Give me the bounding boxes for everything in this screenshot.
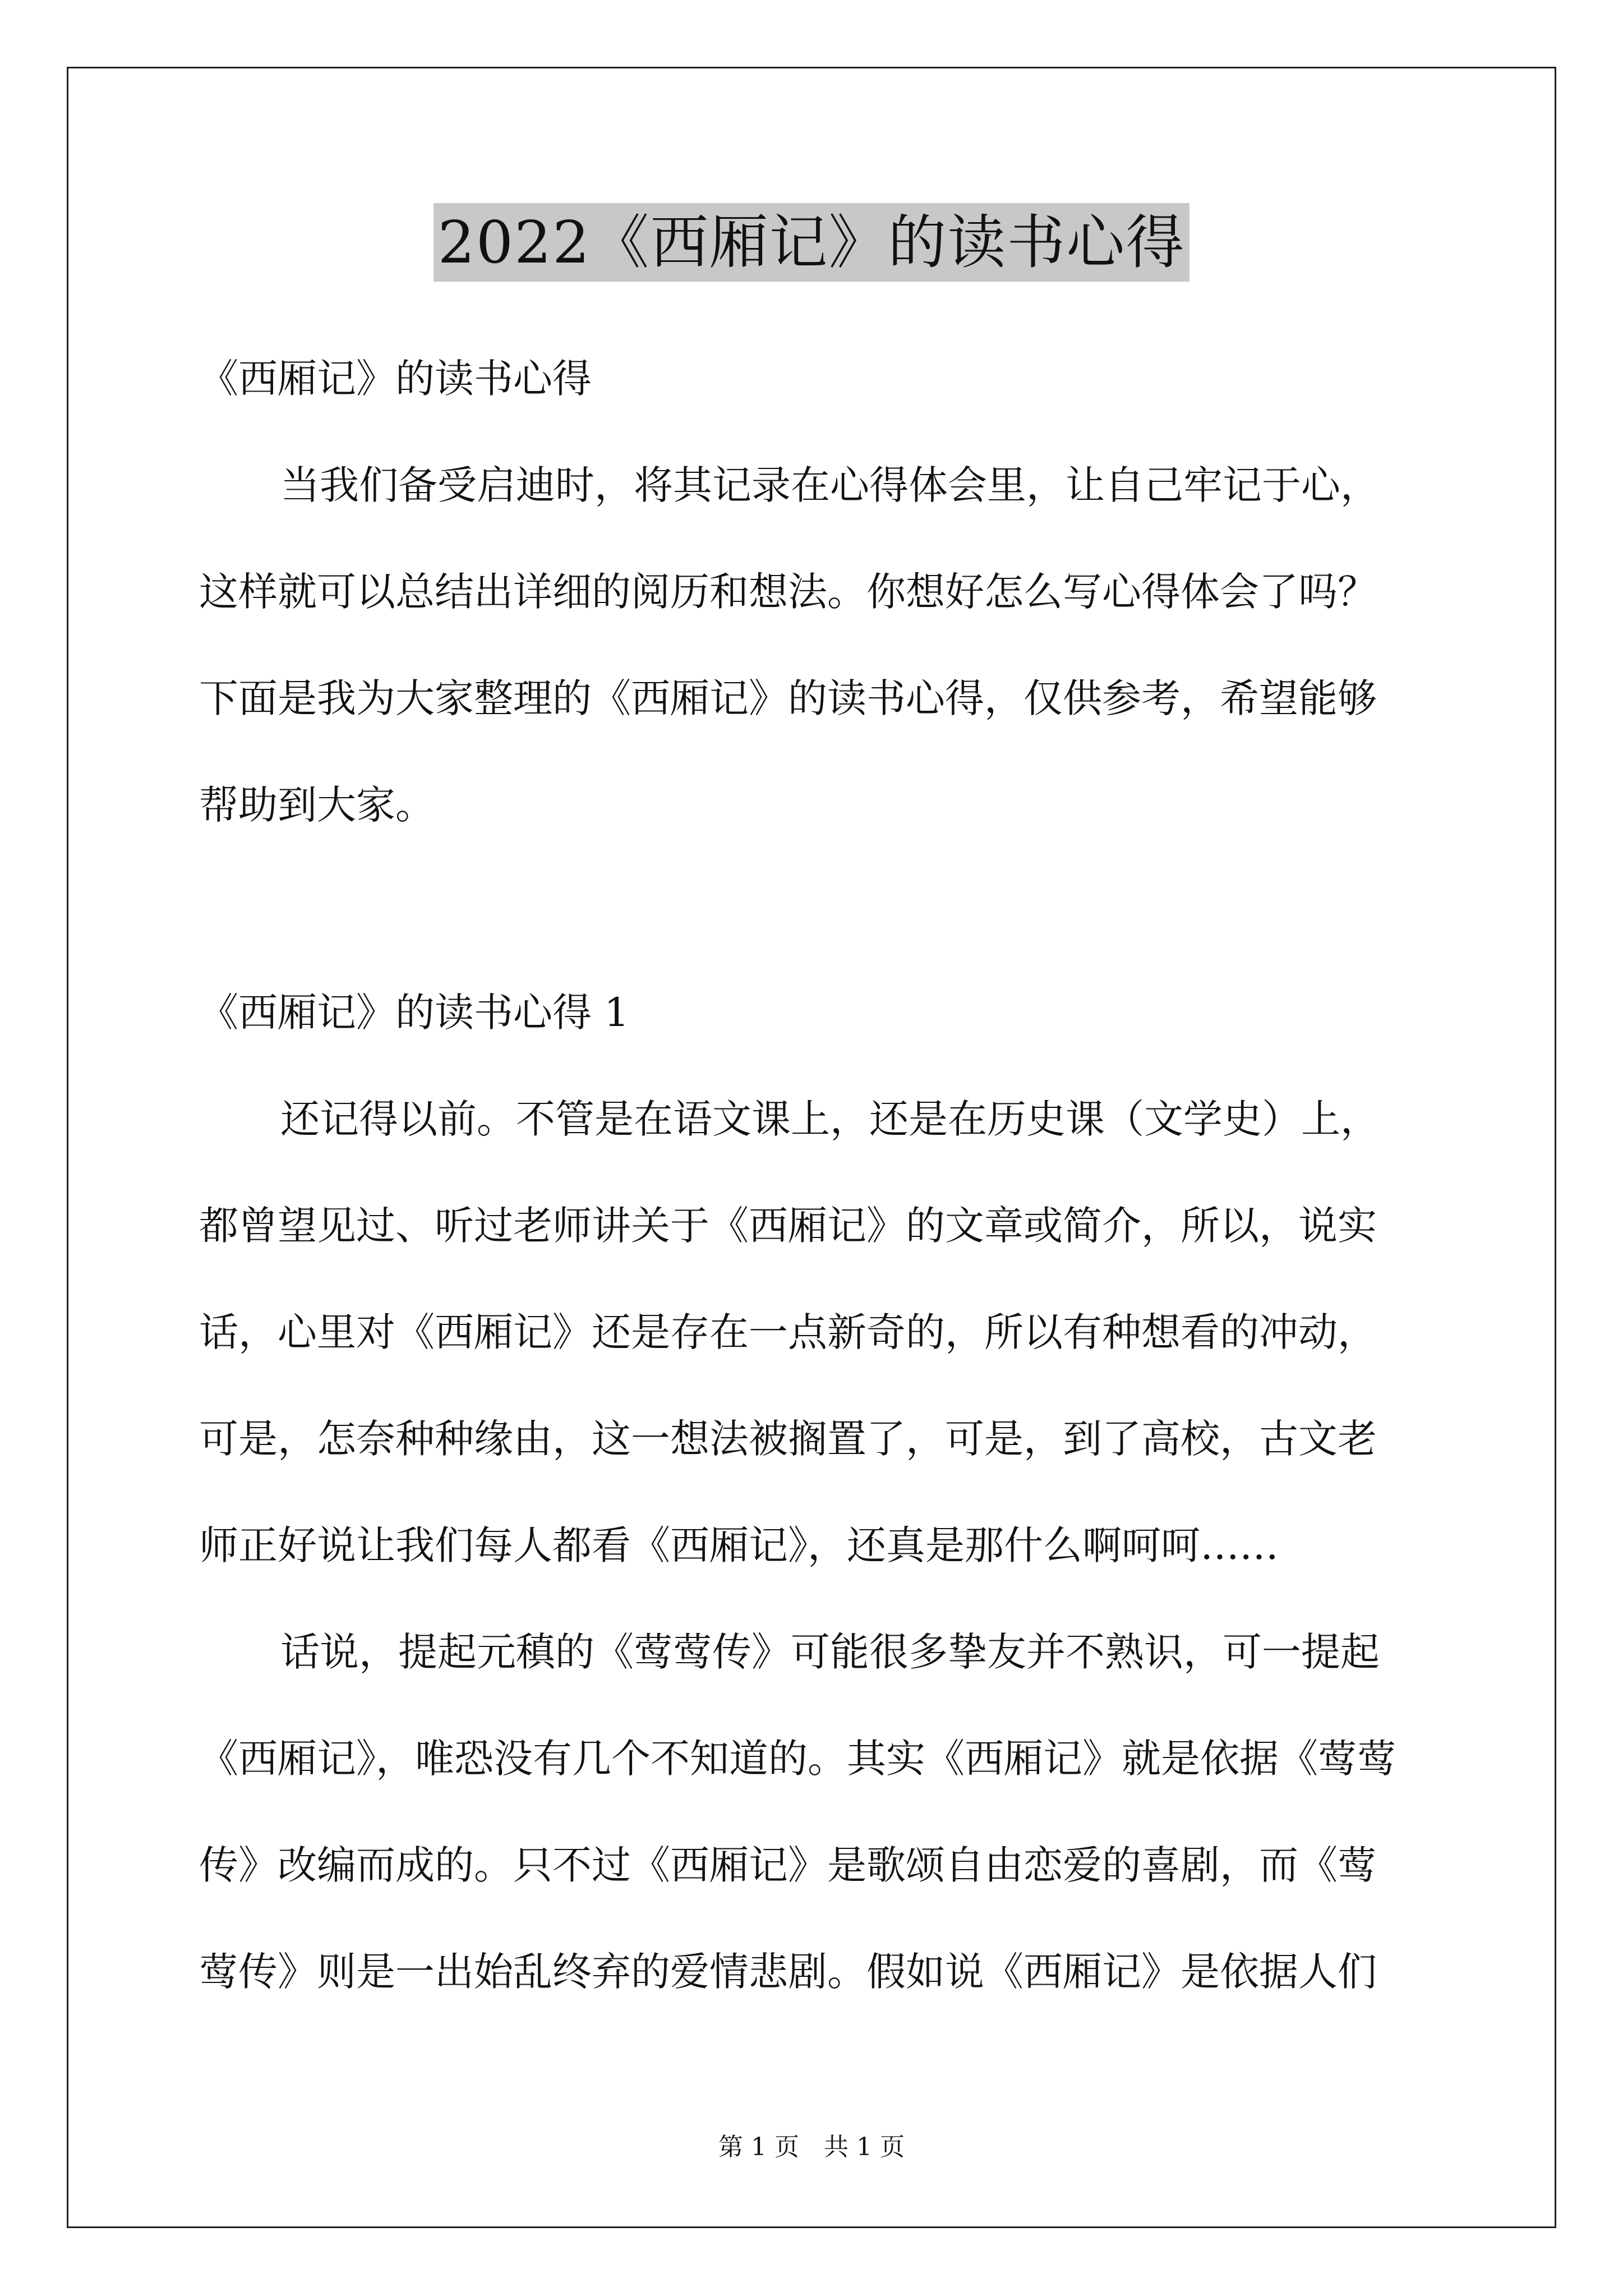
- paragraph-line: 《西厢记》，唯恐没有几个不知道的。其实《西厢记》就是依据《莺莺: [199, 1736, 1396, 1782]
- title-container: [0, 203, 1623, 282]
- paragraph-line: 还记得以前。不管是在语文课上，还是在历史课（文学史）上，: [280, 1096, 1380, 1142]
- paragraph-line: 话，心里对《西厢记》还是存在一点新奇的，所以有种想看的冲动，: [199, 1309, 1377, 1355]
- paragraph-line: 可是，怎奈种种缘由，这一想法被搁置了，可是，到了高校，古文老: [199, 1416, 1377, 1462]
- paragraph-line: 师正好说让我们每人都看《西厢记》，还真是那什么啊呵呵……: [199, 1522, 1279, 1568]
- paragraph-line: 莺传》则是一出始乱终弃的爱情悲剧。假如说《西厢记》是依据人们: [199, 1949, 1377, 1995]
- intro-line: 下面是我为大家整理的《西厢记》的读书心得，仅供参考，希望能够: [199, 675, 1377, 721]
- page-footer: 第 1 页 共 1 页: [718, 2133, 905, 2161]
- paragraph-line: 传》改编而成的。只不过《西厢记》是歌颂自由恋爱的喜剧，而《莺: [199, 1842, 1377, 1888]
- section1-heading: 《西厢记》的读书心得 1: [199, 990, 629, 1036]
- intro-line: 这样就可以总结出详细的阅历和想法。你想好怎么写心得体会了吗？: [199, 569, 1377, 615]
- intro-line: 帮助到大家。: [199, 782, 435, 828]
- heading-main: 《西厢记》的读书心得: [199, 356, 592, 402]
- paragraph-line: 话说，提起元稹的《莺莺传》可能很多挚友并不熟识，可一提起: [280, 1629, 1380, 1675]
- document-title: 2022《西厢记》的读书心得: [434, 203, 1190, 282]
- paragraph-line: 都曾望见过、听过老师讲关于《西厢记》的文章或简介，所以，说实: [199, 1203, 1377, 1249]
- intro-line: 当我们备受启迪时，将其记录在心得体会里，让自己牢记于心，: [280, 462, 1380, 508]
